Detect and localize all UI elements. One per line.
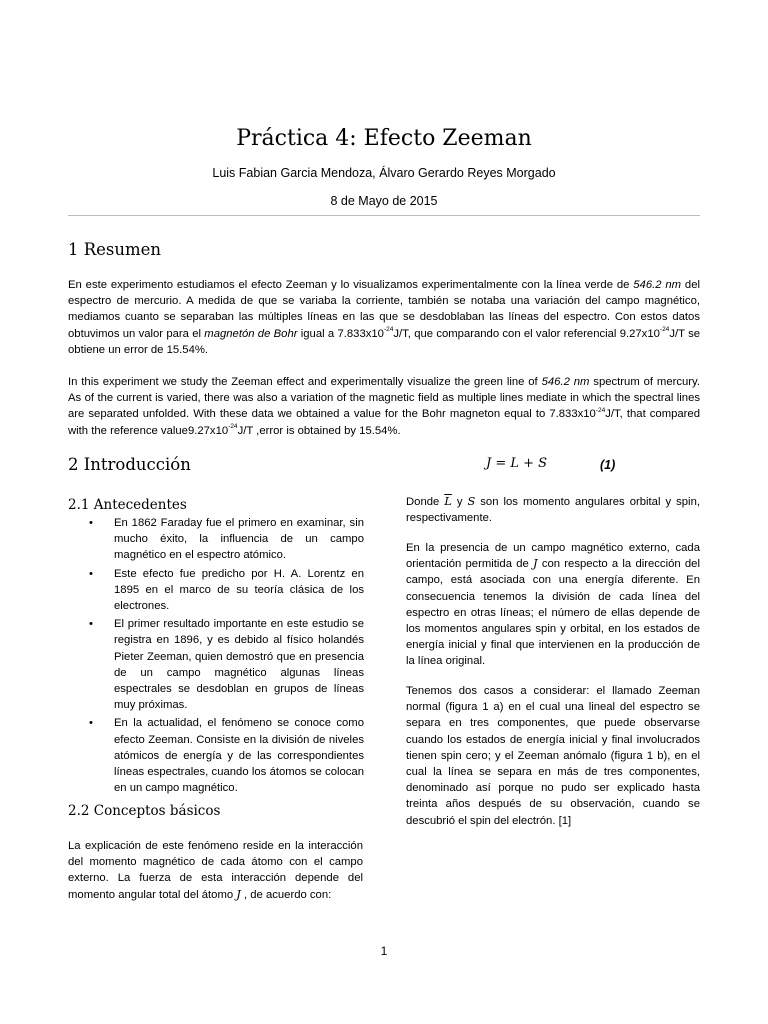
section-heading-resumen: 1 Resumen	[68, 240, 162, 259]
page-number: 1	[380, 944, 388, 958]
symbol-J: J	[236, 887, 241, 901]
symbol-L: $\overline{L}$	[444, 495, 452, 508]
authors: Luis Fabian Garcia Mendoza, Álvaro Gerardo Reyes Morgado	[212, 166, 556, 180]
date: 8 de Mayo de 2015	[330, 194, 438, 208]
section-heading-introduccion: 2 Introducción	[68, 455, 191, 474]
list-item: • En la actualidad, el fenómeno se conoce como efecto Zeeman. Consiste en la división de niveles atómicos de energía y de las correspondientes líneas espectrales, cuando los átomos se colocan en un campo magnético.	[88, 715, 364, 796]
wavelength-es: 546.2 nm	[633, 279, 682, 291]
donde-paragraph: Donde $\overline{L}$ y S son los momento angulares orbital y spin, respectivamente.	[406, 495, 700, 525]
list-item: • En 1862 Faraday fue el primero en examinar, sin mucho éxito, la influencia de un campo magnético en el espectro atómico.	[88, 515, 364, 564]
campo-externo-paragraph: En la presencia de un campo magnético externo, cada orientación permitida de J con respecto a la dirección del campo, está asociada con una energía diferente. En consecuencia tenemos la división de cada línea del espectro en otras líneas; el número de ellas depende de los momentos angulares spin y orbital, en los estados de energía inicial y final que intervienen en la producción de la línea original.	[406, 542, 700, 668]
wavelength-en: 546.2 nm	[541, 376, 590, 388]
zeeman-casos-paragraph: Tenemos dos casos a considerar: el llamado Zeeman normal (figura 1 a) en el cual una lineal del espectro se separa en tres componentes, que puede observarse cuando los estados de energía inicial y final involucrados tienen spin cero; y el Zeeman anómalo (figura 1 b), en el cual la línea se separa en más de tres componentes, denominado así porque no pudo ser explicado hasta treinta años después de su observación, cuando se descubrió el spin del electrón. [1]	[406, 685, 700, 827]
subsection-heading-antecedentes: 2.1 Antecedentes	[68, 497, 187, 513]
conceptos-paragraph: La explicación de este fenómeno reside en la interacción del momento magnético de cada átomo con el campo externo. La fuerza de esta interacción depende del momento angular total del átomo J , de acuerdo con:	[68, 840, 363, 901]
symbol-J: J	[533, 557, 538, 571]
symbol-S: S	[467, 495, 476, 508]
magneton-term: magnetón de Bohr	[204, 327, 298, 340]
abstract-es: En este experimento estudiamos el efecto Zeeman y lo visualizamos experimentalmente con la línea verde de 546.2 nm del espectro de mercurio. A medida de que se variaba la corriente, también se notaba una variación del campo magnético, mediamos cuanto se separaban las múltiples líneas en las que se desdoblaban las líneas del espectro. Con estos datos obtuvimos un valor para el magnetón de Bohr igual a $7.833x10^{-24}J/T$, que comparando con el valor referencial $9.27x10^{-24}J/T$ se obtiene un error de 15.54%.	[68, 279, 701, 356]
abstract-en: In this experiment we study the Zeeman effect and experimentally visualize the green line of 546.2 nm spectrum of mercury. As of the current is varied, there was also a variation of the magnetic field as multiple lines mediate in which the spectral lines are separated unfolded. With these data we obtained a value for the Bohr magneton equal to $7.833x10^{-24}J/T$, that compared with the reference $value9.27x10^{-24}J/T$ ,error is obtained by 15.54%.	[68, 376, 701, 437]
equation-number: (1)	[600, 458, 616, 472]
antecedentes-list	[88, 515, 364, 798]
paper-title: Práctica 4: Efecto Zeeman	[236, 126, 532, 151]
subsection-heading-conceptos: 2.2 Conceptos básicos	[68, 803, 221, 819]
equation-1: J = L + S	[486, 456, 548, 471]
list-item: • El primer resultado importante en este estudio se registra en 1896, y es debido al físico holandés Pieter Zeeman, quien demostró que en presencia de un campo magnético algunas líneas espectrales se desdoblan en grupos de líneas muy próximas.	[88, 616, 364, 713]
list-item: • Este efecto fue predicho por H. A. Lorentz en 1895 en el marco de su teoría clásica de los electrones.	[88, 566, 364, 615]
header-divider	[68, 215, 700, 216]
